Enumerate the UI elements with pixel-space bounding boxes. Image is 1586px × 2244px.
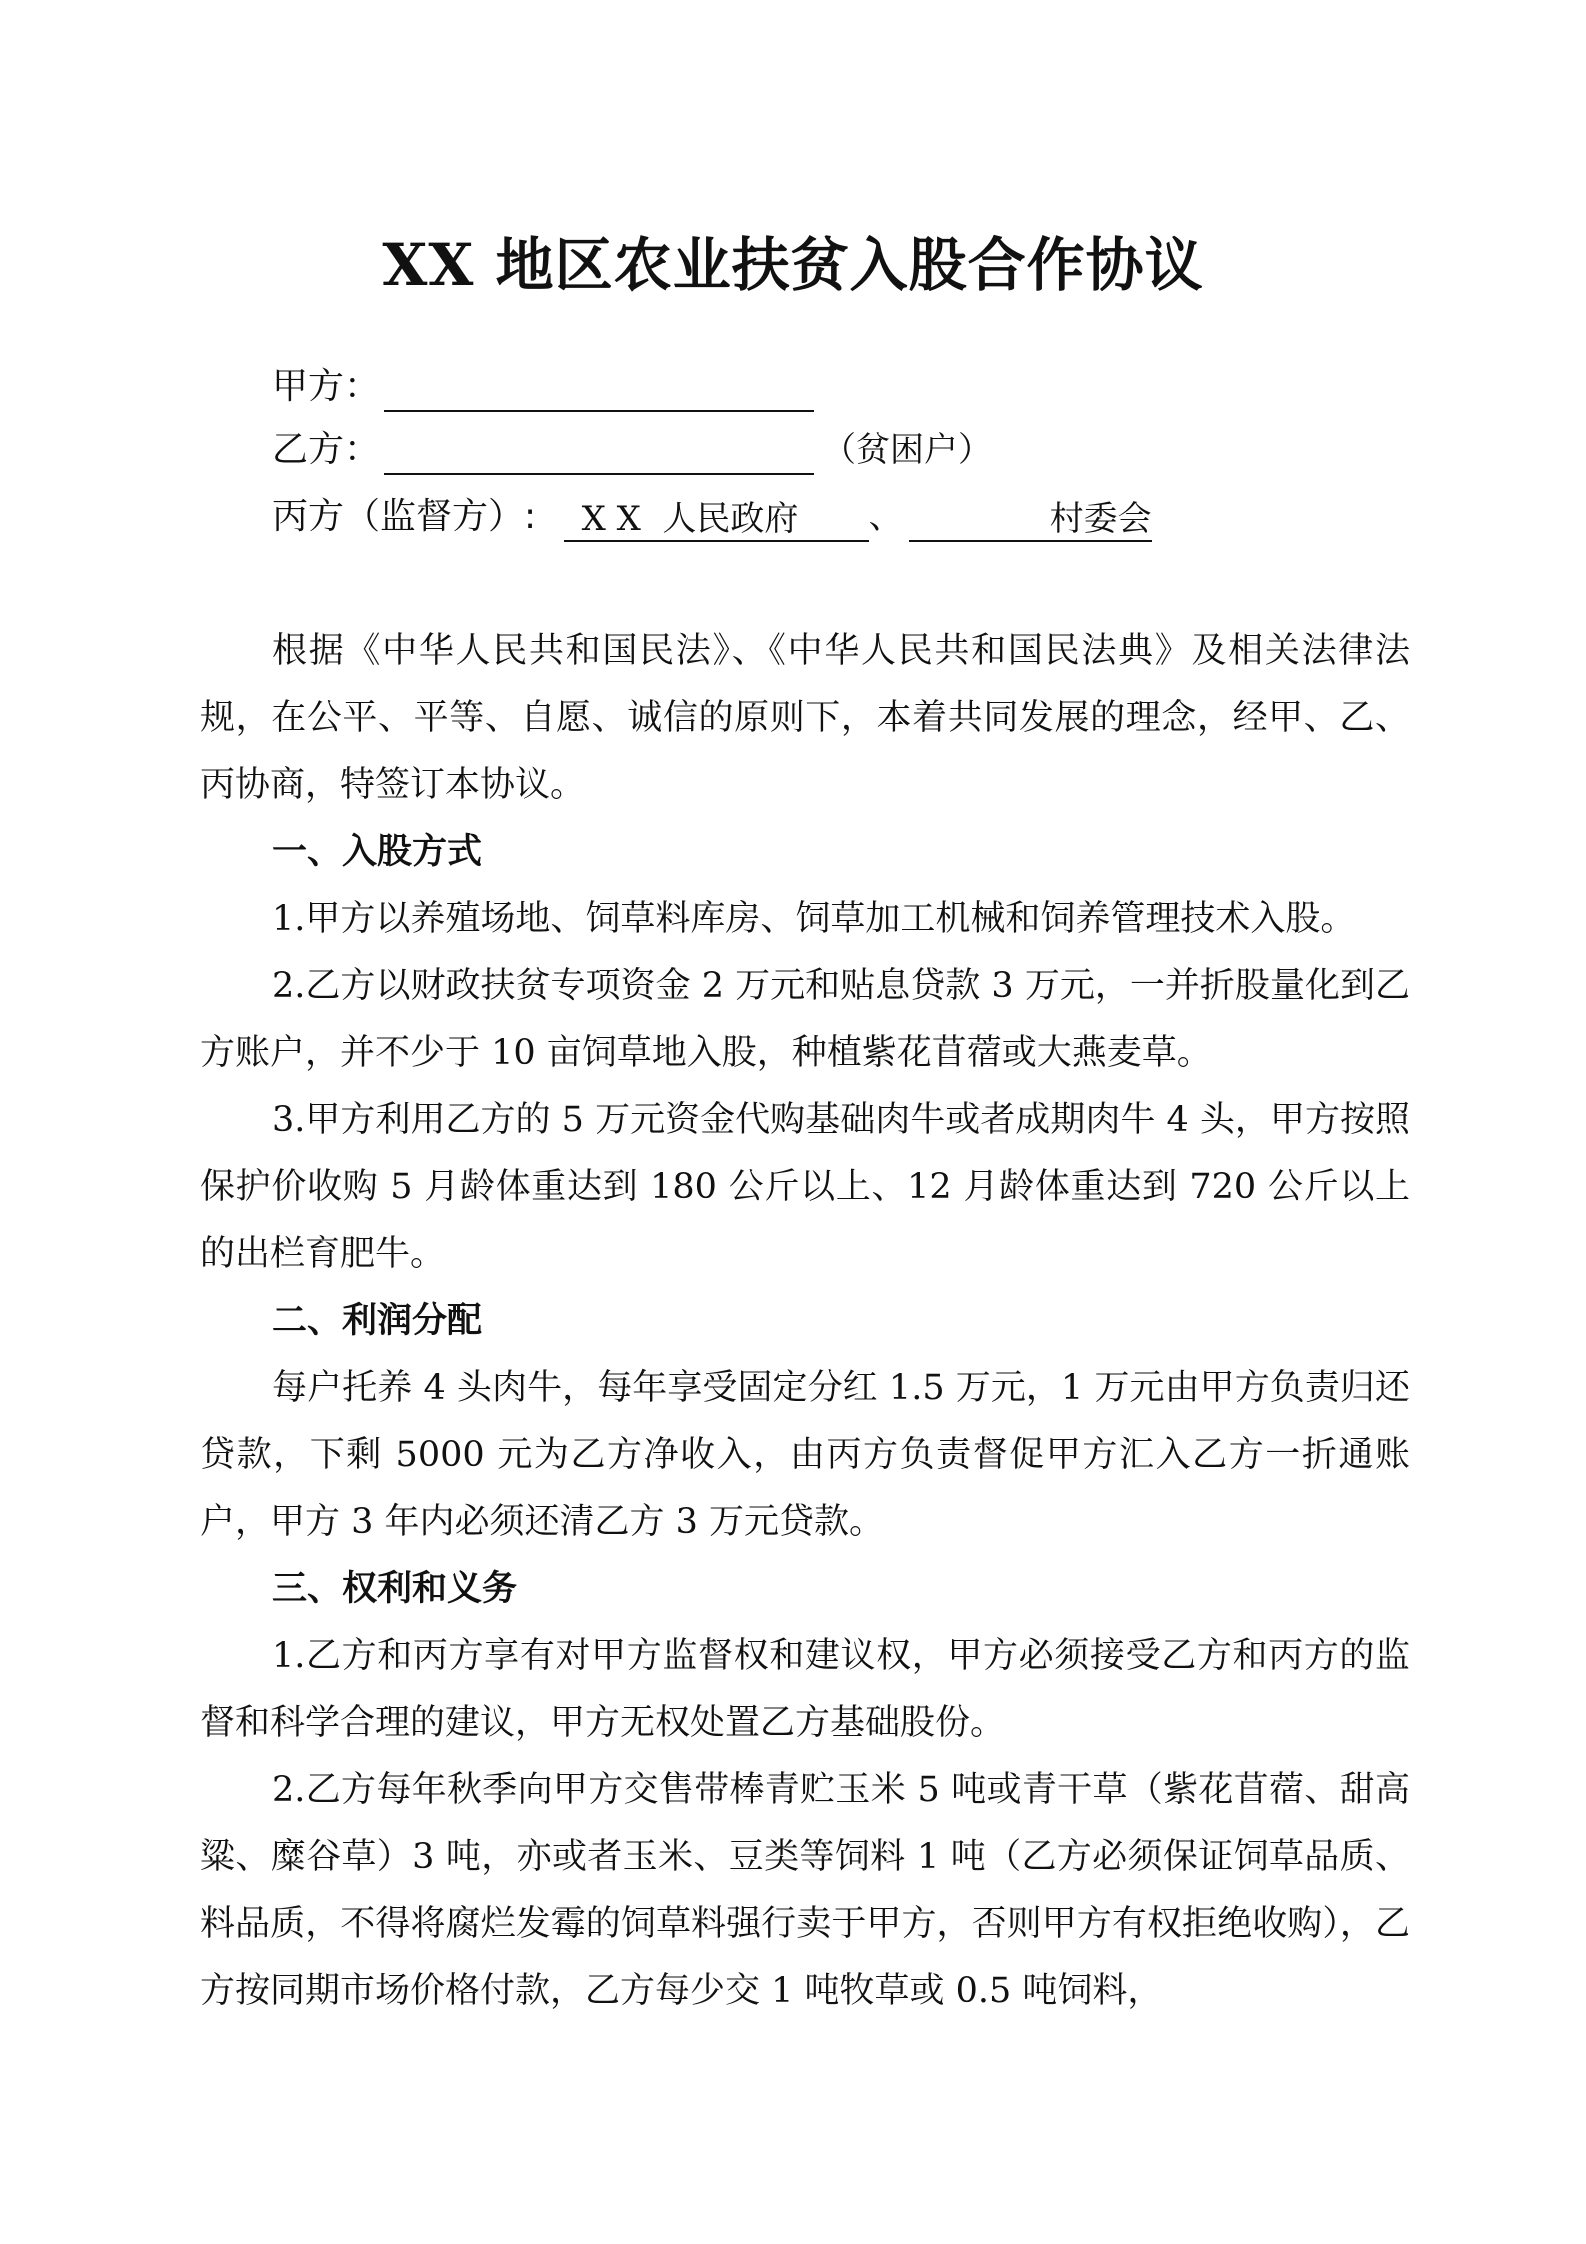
party-b-note: （贫困户） [822, 430, 993, 470]
preamble-paragraph: 根据《中华人民共和国民法》、《中华人民共和国民法典》及相关法律法规，在公平、平等、自愿、诚信的原则下，本着共同发展的理念，经甲、乙、丙协商，特签订本协议。 [200, 631, 1410, 805]
party-b-row [272, 425, 992, 475]
party-c-government: X X 人民政府 [564, 498, 869, 542]
section-paragraph: 1.甲方以养殖场地、饲草料库房、饲草加工机械和饲养管理技术入股。 [272, 899, 1356, 939]
section-paragraph: 每户托养 4 头肉牛，每年享受固定分红 1.5 万元，1 万元由甲方负责归还贷款，下剩 5000 元为乙方净收入，由丙方负责督促甲方汇入乙方一折通账户，甲方 3 年内必须还清乙方 3 万元贷款。 [200, 1368, 1410, 1542]
section-paragraph: 3.甲方利用乙方的 5 万元资金代购基础肉牛或者成期肉牛 4 头，甲方按照保护价收购 5 月龄体重达到 180 公斤以上、12 月龄体重达到 720 公斤以上的出栏育肥牛。 [200, 1100, 1410, 1274]
section-paragraph: 2.乙方每年秋季向甲方交售带棒青贮玉米 5 吨或青干草（紫花苜蓿、甜高粱、糜谷草）3 吨，亦或者玉米、豆类等饲料 1 吨（乙方必须保证饲草品质、料品质，不得将腐烂发霉的饲草料强行卖于甲方，否则甲方有权拒绝收购），乙方按同期市场价格付款，乙方每少交 1 吨牧草或 0.5 吨饲料， [200, 1770, 1410, 2011]
party-c-row [272, 492, 1152, 542]
party-a-row [272, 362, 814, 412]
section-paragraph: 2.乙方以财政扶贫专项资金 2 万元和贴息贷款 3 万元，一并折股量化到乙方账户，并不少于 10 亩饲草地入股，种植紫花苜蓿或大燕麦草。 [200, 966, 1410, 1073]
party-c-label: 丙方（监督方）: [272, 496, 537, 537]
party-b-blank-line [384, 433, 814, 475]
document-title: XX 地区农业扶贫入股合作协议 [382, 231, 1204, 299]
section-heading: 二、利润分配 [272, 1301, 483, 1341]
section-heading: 三、权利和义务 [272, 1569, 518, 1609]
party-a-blank-line [384, 370, 814, 412]
section-paragraph: 1.乙方和丙方享有对甲方监督权和建议权，甲方必须接受乙方和丙方的监督和科学合理的建议，甲方无权处置乙方基础股份。 [200, 1636, 1410, 1743]
party-b-label: 乙方： [272, 429, 381, 470]
agreement-body [200, 618, 1410, 2025]
section-heading: 一、入股方式 [272, 832, 483, 872]
party-c-separator: 、 [868, 497, 903, 537]
party-a-label: 甲方： [272, 366, 381, 407]
party-c-village-committee: 村委会 [909, 498, 1152, 542]
